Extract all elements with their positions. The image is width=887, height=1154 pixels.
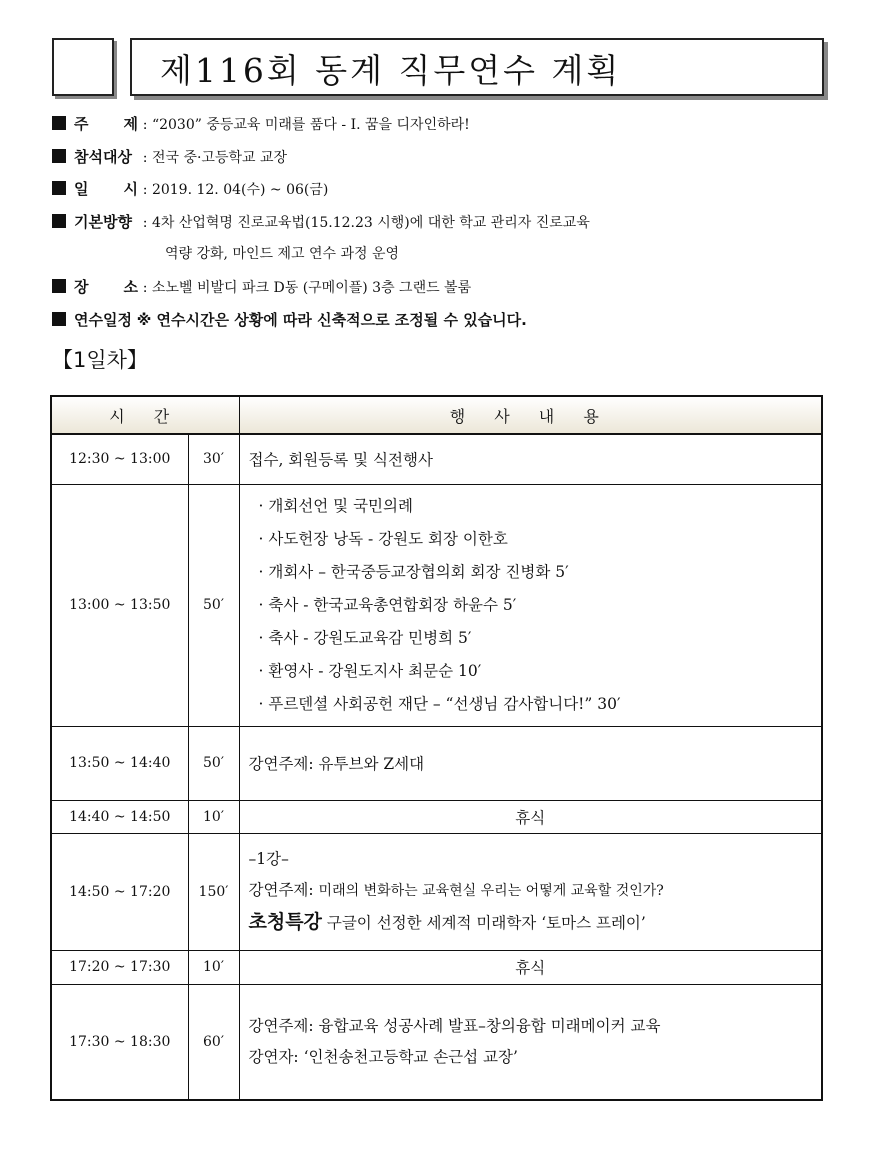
row-content: 접수, 회원등록 및 식전행사 — [239, 434, 822, 484]
table-row — [51, 726, 822, 800]
ceremony-item: · 푸르덴셜 사회공헌 재단 – “선생님 감사합니다!” 30′ — [258, 694, 621, 713]
attendees-value: : 전국 중·고등학교 교장 — [142, 150, 288, 166]
lecture-speaker: 강연자: ‘인천송천고등학교 손근섭 교장’ — [248, 1047, 518, 1066]
bullet-square-icon — [52, 181, 66, 195]
bullet-square-icon — [52, 312, 66, 326]
row-time: 17:30 ~ 18:30 — [51, 984, 188, 1100]
lecture-number: –1강– — [248, 850, 289, 868]
ceremony-item: · 개회사 – 한국중등교장협의회 회장 진병화 5′ — [258, 562, 569, 581]
info-direction — [52, 211, 852, 232]
row-time: 13:00 ~ 13:50 — [51, 484, 188, 726]
lecture-topic: 강연주제: 융합교육 성공사례 발표–창의융합 미래메이커 교육 — [248, 1016, 661, 1035]
table-row — [51, 984, 822, 1100]
ceremony-item: · 개회선언 및 국민의례 — [258, 496, 413, 515]
table-row — [51, 484, 822, 726]
info-direction-continued — [165, 243, 887, 263]
row-time: 13:50 ~ 14:40 — [51, 726, 188, 800]
lecture-topic-prefix: 강연주제: — [248, 881, 319, 899]
lecture-topic-text: 미래의 변화하는 교육현실 우리는 어떻게 교육할 것인가? — [318, 883, 664, 899]
title-box — [130, 38, 824, 96]
row-content: 강연주제: 유투브와 Z세대 — [239, 726, 822, 800]
special-lecture-text: 구글이 선정한 세계적 미래학자 ‘토마스 프레이’ — [321, 914, 646, 932]
info-schedule — [52, 309, 852, 330]
table-row — [51, 833, 822, 950]
info-attendees — [52, 146, 852, 167]
row-content: 휴식 — [239, 950, 822, 984]
topic-value: : “2030” 중등교육 미래를 품다 - Ⅰ. 꿈을 디자인하라! — [142, 117, 470, 133]
special-lecture — [249, 907, 822, 939]
lecture-topic — [249, 875, 822, 907]
row-content: 휴식 — [239, 800, 822, 833]
row-duration: 30′ — [188, 434, 239, 484]
row-duration: 10′ — [188, 950, 239, 984]
table-row — [51, 434, 822, 484]
schedule-table — [50, 395, 823, 1101]
info-topic — [52, 113, 852, 134]
schedule-note: ※ 연수시간은 상황에 따라 신축적으로 조정될 수 있습니다. — [136, 311, 527, 329]
row-time: 14:50 ~ 17:20 — [51, 833, 188, 950]
row-duration: 10′ — [188, 800, 239, 833]
place-label: 장 소 — [74, 278, 138, 296]
page-title: 제116회 동계 직무연수 계획 — [160, 51, 622, 90]
info-date — [52, 178, 852, 199]
direction-value-continued: 역량 강화, 마인드 제고 연수 과정 운영 — [165, 246, 400, 262]
header-time: 시 간 — [51, 396, 239, 434]
row-content — [239, 484, 822, 726]
header-content: 행 사 내 용 — [239, 396, 822, 434]
topic-label: 주 제 — [74, 115, 138, 133]
bullet-square-icon — [52, 214, 66, 228]
ceremony-item: · 축사 - 한국교육총연합회장 하윤수 5′ — [258, 595, 517, 614]
row-time: 14:40 ~ 14:50 — [51, 800, 188, 833]
bullet-square-icon — [52, 279, 66, 293]
table-row — [51, 800, 822, 833]
row-time: 17:20 ~ 17:30 — [51, 950, 188, 984]
direction-value: : 4차 산업혁명 진로교육법(15.12.23 시행)에 대한 학교 관리자 진로교육 — [142, 215, 590, 231]
table-header-row — [51, 396, 822, 434]
row-content — [239, 984, 822, 1100]
date-label: 일 시 — [74, 180, 138, 198]
special-lecture-label: 초청특강 — [248, 911, 322, 933]
row-content — [239, 833, 822, 950]
ceremony-item: · 사도헌장 낭독 - 강원도 회장 이한호 — [258, 529, 508, 548]
date-value: : 2019. 12. 04(수) ~ 06(금) — [142, 182, 329, 198]
day-heading: 【1일차】 — [52, 348, 148, 372]
info-place — [52, 276, 852, 297]
row-duration: 50′ — [188, 484, 239, 726]
row-duration: 50′ — [188, 726, 239, 800]
row-duration: 60′ — [188, 984, 239, 1100]
direction-label: 기본방향 — [74, 213, 132, 231]
ceremony-item: · 축사 - 강원도교육감 민병희 5′ — [258, 628, 472, 647]
bullet-square-icon — [52, 149, 66, 163]
bullet-square-icon — [52, 116, 66, 130]
ceremony-item: · 환영사 - 강원도지사 최문순 10′ — [258, 661, 482, 680]
title-square-decoration — [52, 38, 114, 96]
place-value: : 소노벨 비발디 파크 D동 (구메이플) 3층 그랜드 볼룸 — [142, 280, 472, 296]
attendees-label: 참석대상 — [74, 148, 132, 166]
schedule-label: 연수일정 — [74, 311, 132, 329]
table-row — [51, 950, 822, 984]
row-time: 12:30 ~ 13:00 — [51, 434, 188, 484]
row-duration: 150′ — [188, 833, 239, 950]
